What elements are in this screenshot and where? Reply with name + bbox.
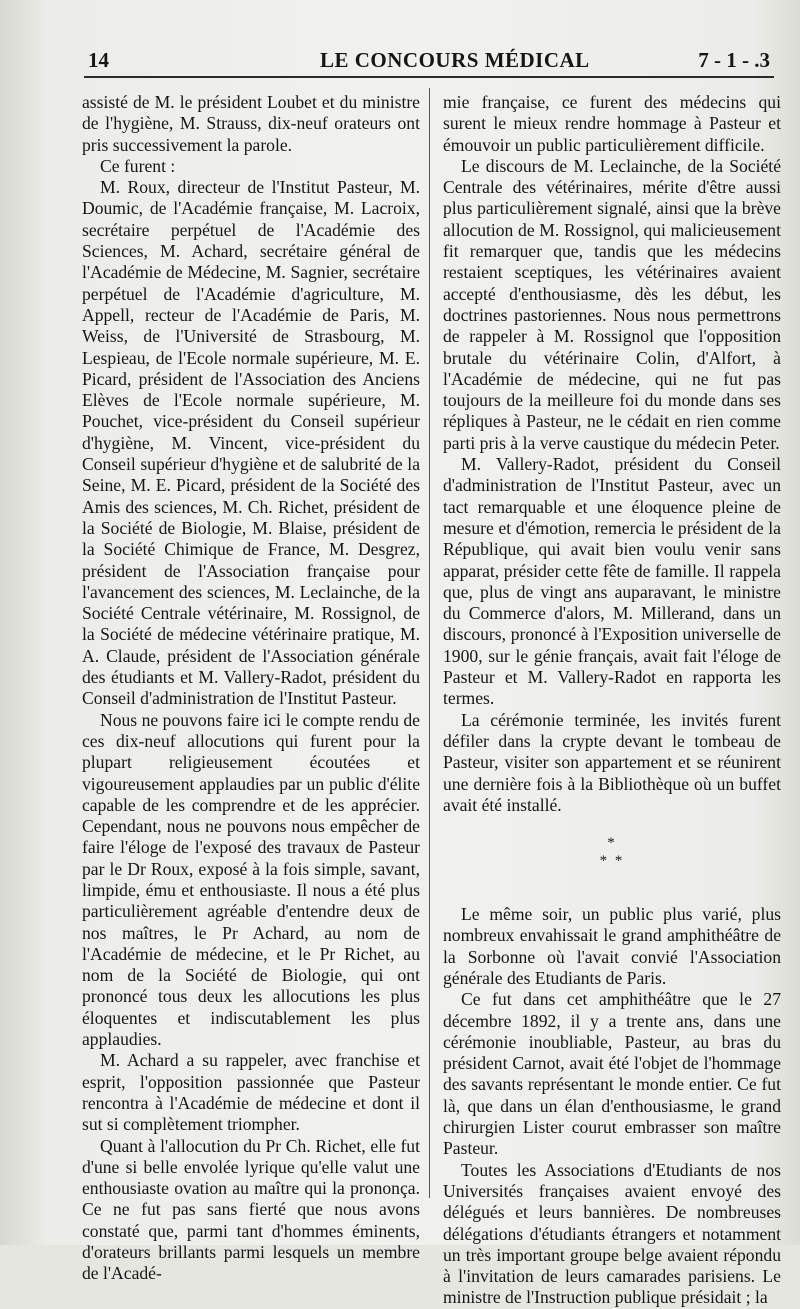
- paragraph: Ce furent :: [100, 155, 176, 176]
- left-column: [82, 92, 420, 1285]
- paragraph: Le même soir, un public plus varié, plus nombreux envahissait le grand amphithéâtre de la Sorbonne où l'avait convié l'Association générale des Etudiants de Paris.: [443, 904, 781, 988]
- running-header: [88, 48, 770, 78]
- section-separator-asterism: * * *: [599, 835, 625, 870]
- paragraph: mie française, ce furent des médecins qui surent le mieux rendre hommage à Pasteur et émouvoir un public particulièrement difficile.: [443, 92, 781, 155]
- header-rule: [84, 76, 774, 78]
- paragraph: assisté de M. le président Loubet et du ministre de l'hygiène, M. Strauss, dix-neuf orateurs ont pris successivement la parole.: [82, 92, 420, 155]
- journal-title: LE CONCOURS MÉDICAL: [320, 48, 590, 72]
- issue-date: 7 - 1 - .3: [698, 48, 770, 72]
- paragraph: La cérémonie terminée, les invités furent défiler dans la crypte devant le tombeau de Pasteur, visiter son appartement et se réunirent une dernière fois à la Bibliothèque où un buffet avait été installé.: [443, 709, 781, 815]
- right-column: [443, 92, 781, 1309]
- page-number: 14: [88, 48, 109, 72]
- column-divider: [429, 88, 430, 1198]
- paragraph-speaker-list: M. Roux, directeur de l'Institut Pasteur, M. Doumic, de l'Académie française, M. Lacroix, secrétaire perpétuel de l'Académie des Sciences, M. Achard, secrétaire général de l'Académie de Médecine, M. Sagnier, secrétaire perpétuel de l'Académie d'agriculture, M. Appell, recteur de l'Académie de Paris, M. Weiss, de l'Université de Strasbourg, M. Lespieau, de l'Ecole normale supérieure, M. E. Picard, président de l'Association des Anciens Elèves de l'Ecole normale supérieure, M. Pouchet, vice-président du Conseil supérieur d'hygiène, M. Vincent, vice-président du Conseil supérieur d'hygiène et de salubrité de la Seine, M. E. Picard, président de la Société des Amis des sciences, M. Ch. Richet, président de la Société de Biologie, M. Blaise, président de la Société Chimique de France, M. Desgrez, président de l'Association française pour l'avancement des sciences, M. Leclainche, de la Société Centrale vétérinaire, M. Rossignol, de la Société de médecine vétérinaire pratique, M. A. Claude, président de l'Association générale des étudiants et M. Vallery-Radot, président du Conseil d'administration de l'Institut Pasteur.: [82, 177, 420, 709]
- paragraph: M. Vallery-Radot, président du Conseil d'administration de l'Institut Pasteur, avec un tact remarquable et une éloquence pleine de mesure et d'émotion, remercia le président de la République, qui avait bien voulu venir sans apparat, présider cette fête de famille. Il rappela que, plus de vingt ans auparavant, le ministre du Commerce d'alors, M. Millerand, dans un discours, prononcé à l'Exposition universelle de 1900, sur le génie français, avait fait l'éloge de Pasteur et M. Vallery-Radot en rapporta les termes.: [443, 454, 781, 709]
- paragraph: Quant à l'allocution du Pr Ch. Richet, elle fut d'une si belle envolée lyrique qu'elle valut une enthousiaste ovation au maître qui la prononça. Ce ne fut pas sans fierté que nous avons constaté que, parmi tant d'hommes éminents, d'orateurs brillants parmi lesquels un membre de l'Acadé-: [82, 1135, 420, 1284]
- paragraph: Nous ne pouvons faire ici le compte rendu de ces dix-neuf allocutions qui furent pour la plupart religieusement écoutées et vigoureusement applaudies par un public d'élite capable de les comprendre et de les apprécier. Cependant, nous ne pouvons nous empêcher de faire l'éloge de l'exposé des travaux de Pasteur par le Dr Roux, exposé à la fois simple, savant, limpide, ému et enthousiaste. Il nous a été plus particulièrement agréable d'entendre deux de nos maîtres, le Pr Achard, au nom de l'Académie de médecine, et le Pr Richet, au nom de la Société de Biologie, qui ont prononcé tous deux les allocutions les plus éloquentes et indiscutablement les plus applaudies.: [82, 709, 420, 1050]
- paragraph: M. Achard a su rappeler, avec franchise et esprit, l'opposition passionnée que Pasteur rencontra à l'Académie de médecine et dont il sut si complètement triompher.: [82, 1050, 420, 1135]
- paragraph: Le discours de M. Leclainche, de la Société Centrale des vétérinaires, mérite d'être aussi plus particulièrement signalé, ainsi que la brève allocution de M. Rossignol, qui malicieusement fit remarquer que, tandis que les médecins restaient sceptiques, les vétérinaires avaient accepté d'enthousiasme, dès les début, les doctrines pastoriennes. Nous nous permettrons de rappeler à M. Rossignol que l'opposition brutale du vétérinaire Colin, d'Alfort, à l'Académie de médecine, qui ne fut pas toujours de la meilleure foi du monde dans ses répliques à Pasteur, ne le cédait en rien comme parti pris à la verve caustique du médecin Peter.: [443, 155, 781, 453]
- paragraph: Toutes les Associations d'Etudiants de nos Universités françaises avaient envoyé des délégués et leurs bannières. De nombreuses délégations d'étudiants étrangers et notamment un très important groupe belge avaient répondu à l'invitation de leurs camarades parisiens. Le ministre de l'Instruction publique présidait ; la: [443, 1159, 781, 1308]
- paragraph: Ce fut dans cet amphithéâtre que le 27 décembre 1892, il y a trente ans, dans une cérémonie inoubliable, Pasteur, au bras du président Carnot, avait été l'objet de l'hommage des savants représentant le monde entier. Ce fut là, que dans un élan d'enthousiasme, le grand chirurgien Lister courut embrasser son maître Pasteur.: [443, 989, 781, 1159]
